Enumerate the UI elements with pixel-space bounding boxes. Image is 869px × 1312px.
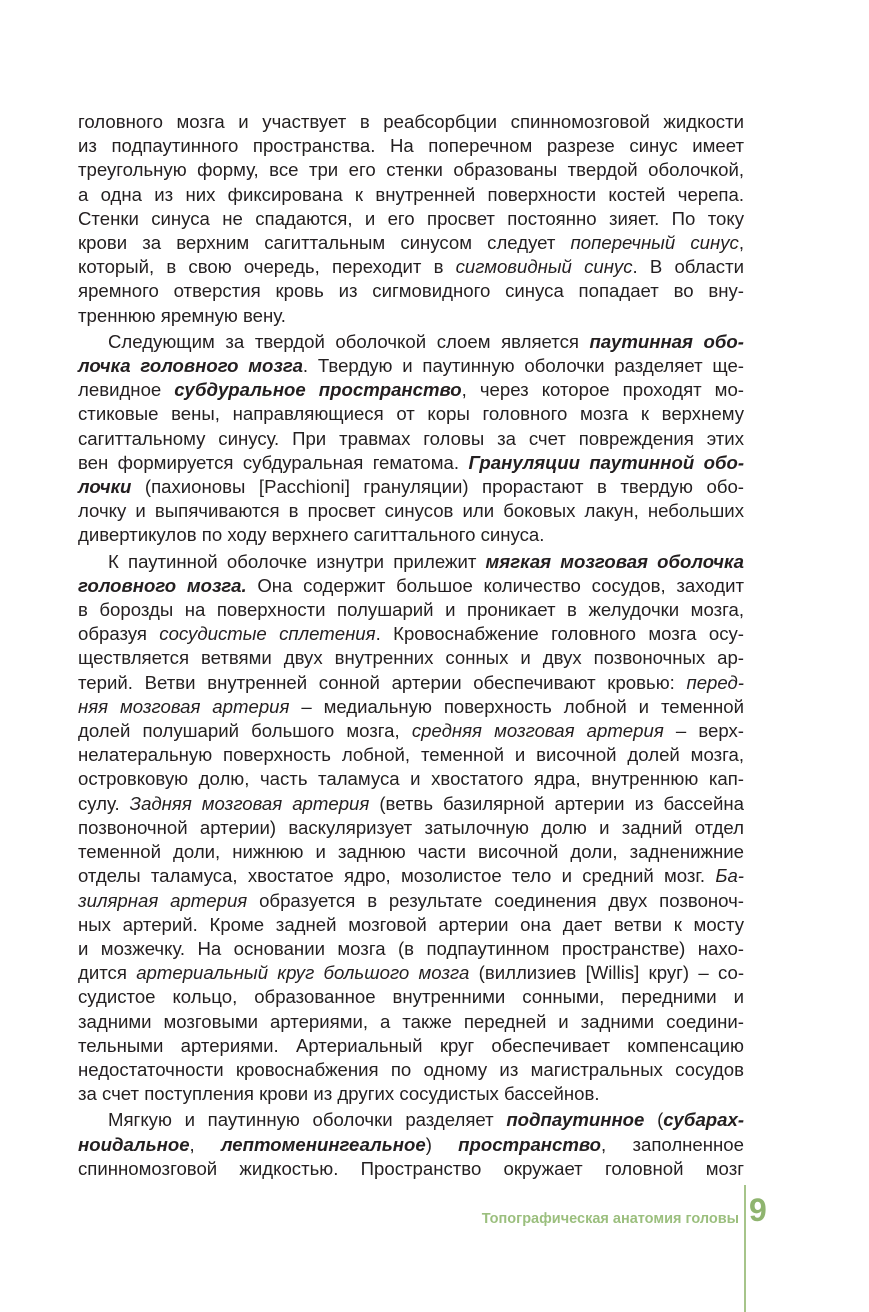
text-run: . Кровоснабжение головного мозга осу- xyxy=(375,623,744,645)
text-run: образуя xyxy=(78,623,160,645)
text-run: а одна из них фиксирована к внутренней поверхности костей черепа. xyxy=(78,183,744,205)
text-line xyxy=(78,816,744,840)
emphasized-term: средняя мозговая артерия xyxy=(411,720,664,742)
body-text xyxy=(78,110,744,1181)
text-line xyxy=(78,743,744,767)
text-run: долей полушарий большого мозга, xyxy=(78,720,412,742)
text-line xyxy=(78,304,744,328)
emphasized-term: лочки xyxy=(78,476,132,498)
paragraph xyxy=(78,550,744,1107)
text-run: ных артерий. Кроме задней мозговой артерии она дает ветви к мосту xyxy=(78,913,744,935)
paragraph xyxy=(78,1108,744,1181)
text-line xyxy=(78,913,744,937)
text-run: образуется в результате соединения двух позвоноч- xyxy=(247,889,744,911)
text-run: ществляется ветвями двух внутренних сонных и двух позвоночных ар- xyxy=(78,647,744,669)
emphasized-term: головного мозга. xyxy=(78,574,247,596)
paragraph xyxy=(78,110,744,328)
text-line xyxy=(78,671,744,695)
text-run: Мягкую и паутинную оболочки разделяет xyxy=(108,1109,507,1131)
text-run: треугольную форму, все три его стенки образованы твердой оболочкой, xyxy=(78,159,744,181)
text-line xyxy=(78,1108,744,1132)
text-line xyxy=(78,598,744,622)
text-run: , xyxy=(189,1133,221,1155)
text-run: стиковые вены, направляющиеся от коры головного мозга к верхнему xyxy=(78,403,744,425)
text-line xyxy=(78,330,744,354)
emphasized-term: артериальный круг большого мозга xyxy=(136,962,470,984)
text-line xyxy=(78,695,744,719)
emphasized-term: сигмовидный синус xyxy=(455,256,633,278)
text-line xyxy=(78,255,744,279)
text-line xyxy=(78,354,744,378)
text-run: лочку и выпячиваются в просвет синусов или боковых лакун, небольших xyxy=(78,500,744,522)
emphasized-term: Ба- xyxy=(715,865,744,887)
text-line xyxy=(78,1034,744,1058)
text-run: нелатеральную поверхность лобной, теменной и височной долей мозга, xyxy=(78,744,744,766)
text-run: (пахионовы [Pacchioni] грануляции) прорастают в твердую обо- xyxy=(131,476,744,498)
text-run: сулу. xyxy=(78,792,130,814)
text-run: из подпаутинного пространства. На поперечном разрезе синус имеет xyxy=(78,135,744,157)
text-run: терий. Ветви внутренней сонной артерии обеспечивают кровью: xyxy=(78,671,687,693)
emphasized-term: перед- xyxy=(686,671,744,693)
page-number: 9 xyxy=(749,1192,767,1228)
text-line xyxy=(78,889,744,913)
emphasized-term: подпаутинное xyxy=(506,1109,645,1131)
text-run: . Твердую и паутинную оболочки разделяет ще- xyxy=(302,355,744,377)
text-run: крови за верхним сагиттальным синусом следует xyxy=(78,232,571,254)
text-run: – верх- xyxy=(663,720,745,742)
text-run: ) xyxy=(425,1133,459,1155)
text-run: и мозжечку. На основании мозга (в подпаутинном пространстве) нахо- xyxy=(78,937,744,959)
text-line xyxy=(78,864,744,888)
text-line xyxy=(78,378,744,402)
text-run: Стенки синуса не спадаются, и его просвет постоянно зияет. По току xyxy=(78,207,744,229)
text-line xyxy=(78,427,744,451)
text-line xyxy=(78,985,744,1009)
text-line xyxy=(78,110,744,134)
text-run: ( xyxy=(644,1109,664,1131)
text-run: недостаточности кровоснабжения по одному из магистральных сосудов xyxy=(78,1058,744,1080)
text-line xyxy=(78,451,744,475)
emphasized-term: поперечный синус xyxy=(570,232,739,254)
paragraph xyxy=(78,330,744,548)
emphasized-term: мягкая мозговая оболочка xyxy=(485,550,744,572)
text-run: К паутинной оболочке изнутри прилежит xyxy=(108,550,486,572)
emphasized-term: пространство xyxy=(458,1133,602,1155)
text-line xyxy=(78,840,744,864)
text-run: (ветвь базилярной артерии из бассейна xyxy=(369,792,744,814)
text-run: головного мозга и участвует в реабсорбции спинномозговой жидкости xyxy=(78,111,744,132)
text-run: дится xyxy=(78,962,137,984)
text-run: в борозды на поверхности полушарий и проникает в желудочки мозга, xyxy=(78,599,744,621)
text-run: . В области xyxy=(632,256,744,278)
text-line xyxy=(78,279,744,303)
text-run: сагиттальному синусу. При травмах головы за счет повреждения этих xyxy=(78,427,744,449)
emphasized-term: лочка головного мозга xyxy=(78,355,303,377)
text-run: , xyxy=(738,232,744,254)
emphasized-term: лептоменингеальное xyxy=(220,1133,426,1155)
text-run: Следующим за твердой оболочкой слоем является xyxy=(108,330,590,352)
text-run: (виллизиев [Willis] круг) – со- xyxy=(469,962,745,984)
footer-divider xyxy=(744,1185,746,1312)
text-run: левидное xyxy=(78,379,175,401)
text-run: Она содержит большое количество сосудов, заходит xyxy=(246,574,744,596)
text-line xyxy=(78,402,744,426)
text-line xyxy=(78,937,744,961)
emphasized-term: сосудистые сплетения xyxy=(159,623,376,645)
text-line xyxy=(78,183,744,207)
text-run: тельными артериями. Артериальный круг обеспечивает компенсацию xyxy=(78,1034,744,1056)
text-line xyxy=(78,1082,744,1106)
text-run: островковую долю, часть таламуса и хвостатого ядра, внутреннюю кап- xyxy=(78,768,744,790)
text-run: задними мозговыми артериями, а также передней и задними соедини- xyxy=(78,1010,744,1032)
text-line xyxy=(78,1157,744,1181)
text-line xyxy=(78,231,744,255)
text-run: дивертикулов по ходу верхнего сагиттального синуса. xyxy=(78,524,545,546)
text-line xyxy=(78,646,744,670)
emphasized-term: Задняя мозговая артерия xyxy=(129,792,370,814)
emphasized-term: зилярная артерия xyxy=(78,889,248,911)
text-line xyxy=(78,574,744,598)
text-line xyxy=(78,961,744,985)
emphasized-term: ноидальное xyxy=(78,1133,190,1155)
text-line xyxy=(78,550,744,574)
text-run: который, в свою очередь, переходит в xyxy=(78,256,456,278)
text-line xyxy=(78,158,744,182)
text-run: яремного отверстия кровь из сигмовидного синуса попадает во вну- xyxy=(78,280,744,302)
text-run: судистое кольцо, образованное внутренними сонными, передними и xyxy=(78,986,744,1008)
emphasized-term: субарах- xyxy=(663,1109,745,1131)
text-line xyxy=(78,207,744,231)
emphasized-term: няя мозговая артерия xyxy=(78,695,290,717)
text-line xyxy=(78,475,744,499)
text-line xyxy=(78,134,744,158)
text-run: вен формируется субдуральная гематома. xyxy=(78,451,469,473)
footer-section-title: Топографическая анатомия головы xyxy=(481,1211,739,1227)
text-run: , через которое проходят мо- xyxy=(461,379,744,401)
emphasized-term: субдуральное пространство xyxy=(174,379,462,401)
text-line xyxy=(78,1010,744,1034)
text-line xyxy=(78,719,744,743)
text-line xyxy=(78,622,744,646)
text-run: позвоночной артерии) васкуляризует затылочную долю и задний отдел xyxy=(78,816,744,838)
text-line xyxy=(78,499,744,523)
text-line xyxy=(78,523,744,547)
text-line xyxy=(78,792,744,816)
text-run: , заполненное xyxy=(601,1133,744,1155)
text-run: теменной доли, нижнюю и заднюю части височной доли, задненижние xyxy=(78,841,744,863)
text-run: треннюю яремную вену. xyxy=(78,304,286,326)
text-run: за счет поступления крови из других сосудистых бассейнов. xyxy=(78,1083,600,1105)
text-line xyxy=(78,1058,744,1082)
text-line xyxy=(78,767,744,791)
text-run: отделы таламуса, хвостатое ядро, мозолистое тело и средний мозг. xyxy=(78,865,716,887)
text-run: – медиальную поверхность лобной и теменной xyxy=(289,695,744,717)
text-line xyxy=(78,1133,744,1157)
emphasized-term: паутинная обо- xyxy=(589,330,744,352)
text-run: спинномозговой жидкостью. Пространство окружает головной мозг xyxy=(78,1157,744,1179)
emphasized-term: Грануляции паутинной обо- xyxy=(468,451,745,473)
